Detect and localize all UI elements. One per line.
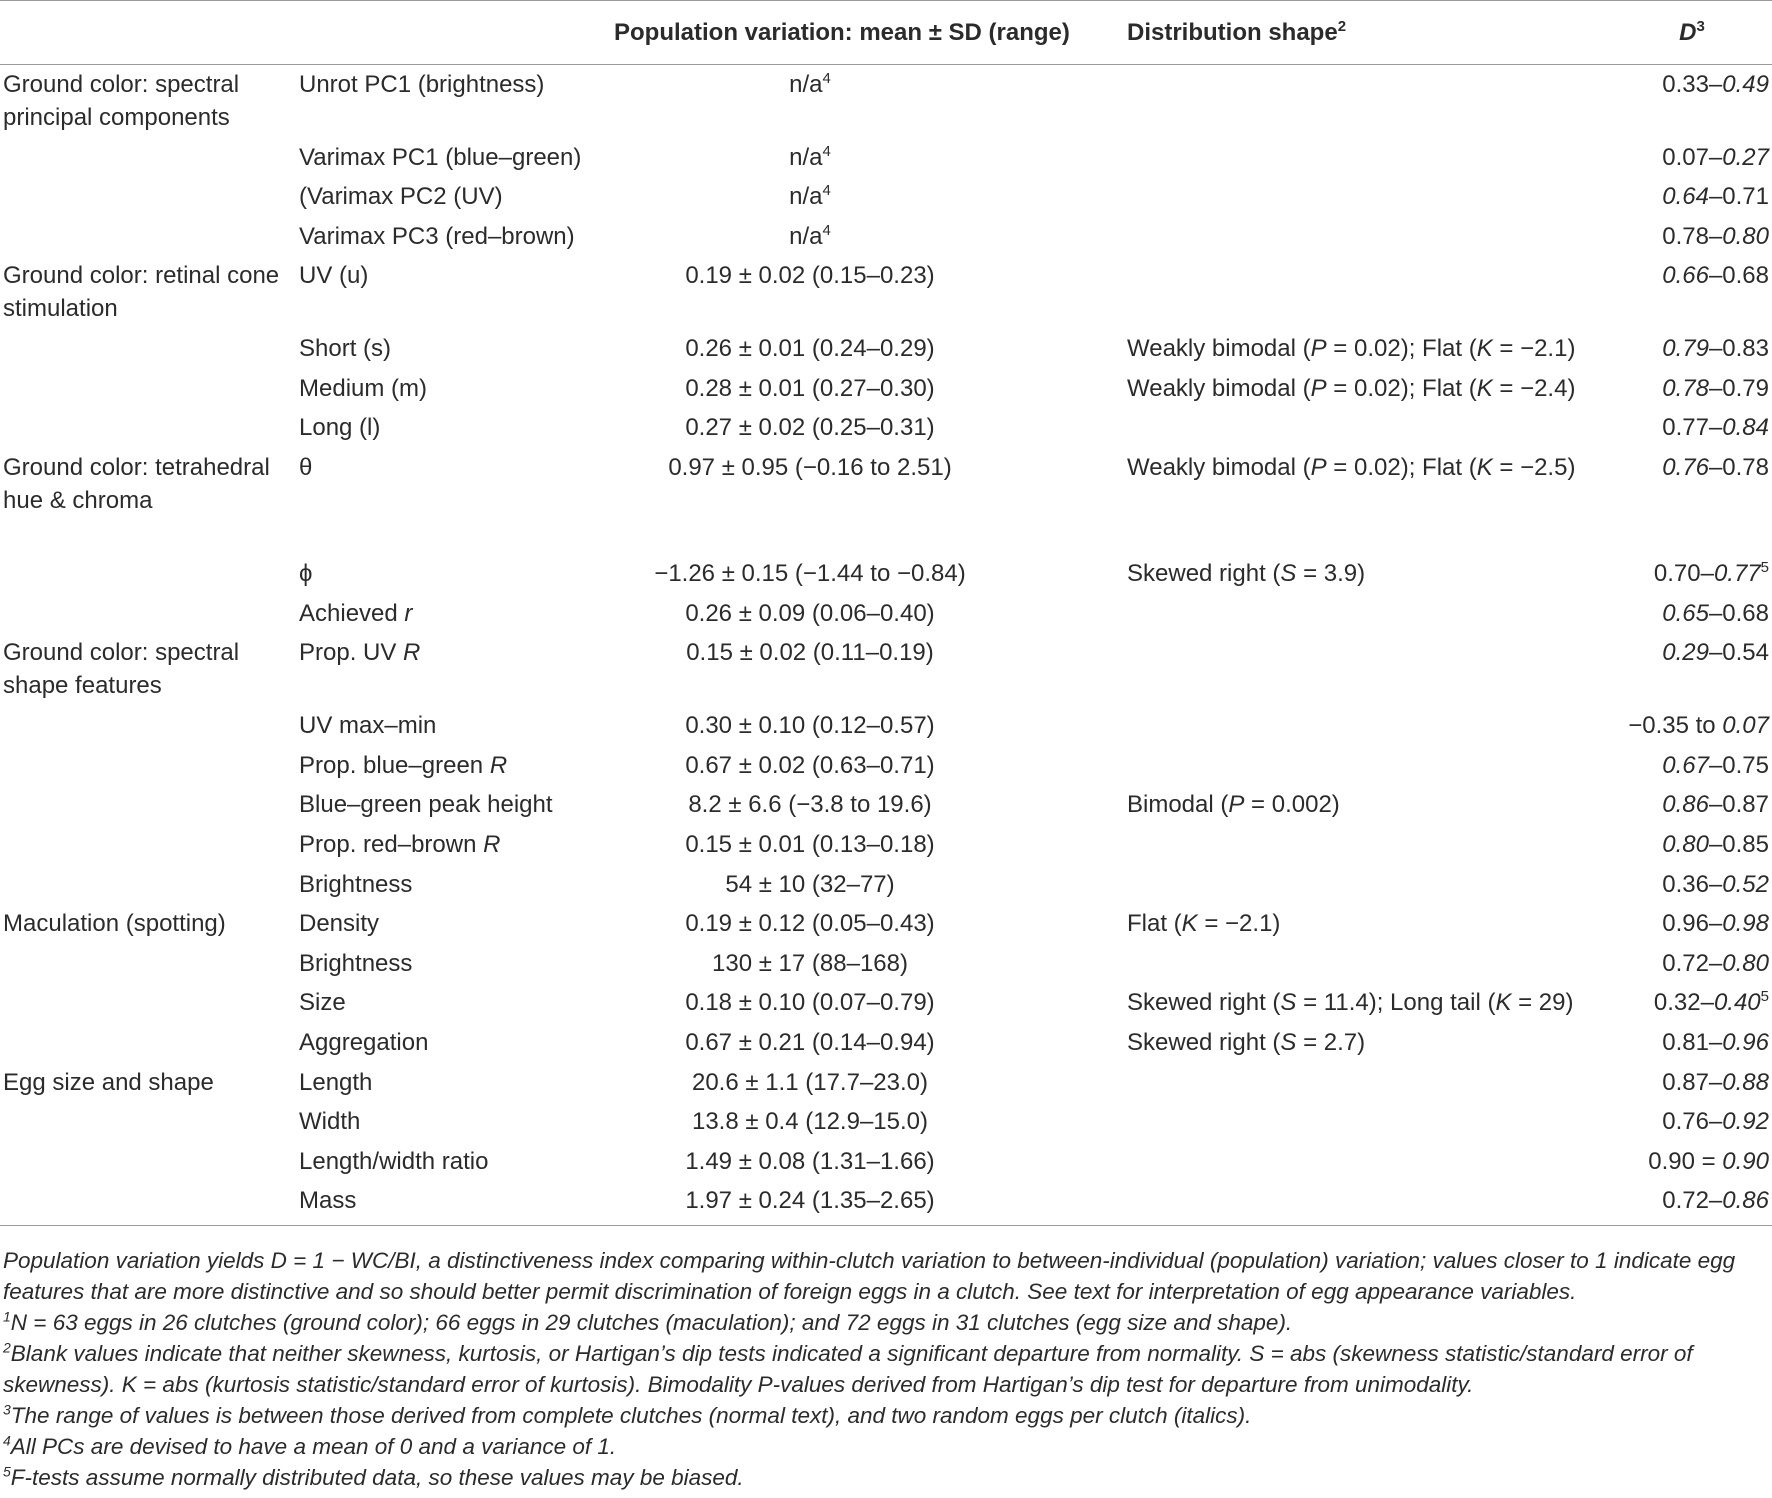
- table-row: [0, 633, 1772, 706]
- row-distribution: [1114, 706, 1612, 746]
- row-distribution: Flat (K = −2.1): [1127, 910, 1281, 938]
- row-variable: Brightness: [299, 870, 413, 898]
- table-row: [0, 904, 1772, 944]
- row-group: Ground color: tetrahedral hue & chroma: [3, 454, 270, 515]
- table-row: [0, 594, 1772, 634]
- row-variable: Varimax PC3 (red–brown): [299, 222, 575, 250]
- row-value: 0.67 ± 0.21 (0.14–0.94): [685, 1029, 935, 1056]
- header-group: [0, 1, 296, 65]
- row-variable: Long (l): [299, 414, 381, 442]
- row-distribution: [1114, 138, 1612, 178]
- row-distribution: Weakly bimodal (P = 0.02); Flat (K = −2.4): [1127, 374, 1576, 402]
- row-d: −0.35 to 0.07: [1628, 712, 1769, 740]
- row-distribution: [1114, 746, 1612, 786]
- table-row: [0, 554, 1772, 594]
- row-value: 0.67 ± 0.02 (0.63–0.71): [685, 751, 935, 779]
- row-variable: Brightness: [299, 949, 413, 977]
- row-value: 0.15 ± 0.01 (0.13–0.18): [685, 831, 935, 859]
- row-variable: UV max–min: [299, 712, 437, 740]
- row-d: 0.90 = 0.90: [1648, 1147, 1769, 1175]
- row-value: 54 ± 10 (32–77): [725, 870, 895, 898]
- row-group: Ground color: spectral shape features: [3, 639, 240, 700]
- row-variable: Varimax PC1 (blue–green): [299, 143, 582, 171]
- header-row: [0, 1, 1772, 65]
- row-distribution: [1114, 1102, 1612, 1142]
- row-d: 0.32–0.40$^5$: [1653, 988, 1769, 1017]
- row-variable: Length: [299, 1068, 373, 1096]
- table-row: [0, 217, 1772, 257]
- row-variable: Prop. red–brown R: [299, 831, 501, 859]
- row-variable: Achieved r: [299, 599, 413, 627]
- row-value: 13.8 ± 0.4 (12.9–15.0): [691, 1108, 928, 1136]
- row-variable: (Varimax PC2 (UV): [299, 183, 503, 211]
- row-value: $n/a^4$: [789, 221, 831, 250]
- row-distribution: Skewed right (S = 2.7): [1127, 1029, 1366, 1056]
- header-population-variation: Population variation: mean ± SD (range): [614, 1, 1114, 65]
- row-variable: Blue–green peak height: [299, 791, 553, 819]
- row-group: Maculation (spotting): [3, 910, 226, 938]
- row-distribution: [1114, 408, 1612, 448]
- table-row: [0, 1181, 1772, 1226]
- table-row: [0, 944, 1772, 984]
- row-variable: Unrot PC1 (brightness): [299, 71, 545, 98]
- row-d: 0.36–0.52: [1662, 870, 1769, 898]
- row-variable: Density: [299, 910, 380, 938]
- row-distribution: Bimodal (P = 0.002): [1127, 791, 1340, 819]
- table-row: [0, 65, 1772, 138]
- row-distribution: Skewed right (S = 11.4); Long tail (K = 29): [1127, 989, 1574, 1017]
- table-row: [0, 177, 1772, 217]
- row-variable: Length/width ratio: [299, 1147, 489, 1175]
- row-d: 0.80–0.85: [1662, 831, 1769, 859]
- row-distribution: Weakly bimodal (P = 0.02); Flat (K = −2.1): [1127, 335, 1576, 363]
- row-variable: Width: [299, 1108, 361, 1136]
- row-value: 0.97 ± 0.95 (−0.16 to 2.51): [668, 454, 952, 482]
- row-variable: Medium (m): [299, 374, 428, 402]
- footnote-2: $^2$Blank values indicate that neither skewness, kurtosis, or Hartigan’s dip tests indicated a significant departure from normality. S = abs (skewness statistic/standard error of skewness). K = abs (kurtosis statistic/standard error of kurtosis). Bimodality P-values derived from Hartigan’s dip test for departure from unimodality.: [3, 1339, 1693, 1397]
- row-distribution: [1114, 944, 1612, 984]
- row-variable: Short (s): [299, 335, 392, 363]
- row-d: 0.87–0.88: [1662, 1068, 1769, 1096]
- row-value: 0.19 ± 0.02 (0.15–0.23): [685, 262, 935, 290]
- row-d: 0.78–0.80: [1662, 222, 1769, 250]
- row-group: Ground color: retinal cone stimulation: [3, 262, 280, 323]
- row-group: Ground color: spectral principal components: [3, 71, 240, 131]
- header-variable: [296, 1, 614, 65]
- footnote-4: $^4$All PCs are devised to have a mean of 0 and a variance of 1.: [3, 1432, 617, 1459]
- row-value: 8.2 ± 6.6 (−3.8 to 19.6): [688, 791, 932, 819]
- table-row: [0, 408, 1772, 448]
- row-value: 20.6 ± 1.1 (17.7–23.0): [691, 1068, 928, 1096]
- row-d: 0.76–0.92: [1662, 1108, 1769, 1136]
- table-row: [0, 1102, 1772, 1142]
- table-row: [0, 1142, 1772, 1182]
- table-footnotes: [0, 1245, 1772, 1493]
- row-d: 0.65–0.68: [1662, 599, 1769, 627]
- footnote-intro: Population variation yields D = 1 − WC/BI, a distinctiveness index comparing within-clutch variation to between-individual (population) variation; values closer to 1 indicate egg features that are more distinctive and so should better permit discrimination of foreign eggs in a clutch. See text for interpretation of egg appearance variables.: [3, 1248, 1736, 1304]
- row-value: 0.15 ± 0.02 (0.11–0.19): [686, 639, 934, 667]
- table-row: [0, 329, 1772, 369]
- row-d: 0.86–0.87: [1662, 791, 1769, 819]
- table-row: [0, 369, 1772, 409]
- row-value: 1.49 ± 0.08 (1.31–1.66): [685, 1147, 935, 1175]
- row-value: 1.97 ± 0.24 (1.35–2.65): [614, 1181, 1114, 1226]
- footnote-5: $^5$F-tests assume normally distributed data, so these values may be biased.: [3, 1463, 744, 1490]
- row-distribution: [1114, 65, 1612, 138]
- row-value: $n/a^4$: [789, 70, 831, 98]
- row-value: 0.28 ± 0.01 (0.27–0.30): [685, 374, 935, 402]
- table-row: [0, 746, 1772, 786]
- table-row: [0, 865, 1772, 905]
- table-row: [0, 256, 1772, 329]
- row-variable: ϕ: [299, 560, 313, 588]
- row-value: $n/a^4$: [789, 182, 831, 211]
- row-variable: Size: [299, 989, 346, 1017]
- row-variable: Mass: [296, 1181, 614, 1226]
- table-row: [0, 983, 1772, 1023]
- header-d: $D^3$: [1612, 1, 1772, 65]
- row-value: 0.18 ± 0.10 (0.07–0.79): [685, 989, 935, 1017]
- table-row: [0, 825, 1772, 865]
- table-row: [0, 448, 1772, 554]
- table-row: [0, 138, 1772, 178]
- row-variable: UV (u): [299, 262, 369, 290]
- row-d: 0.66–0.68: [1662, 262, 1769, 290]
- table-row: [0, 1023, 1772, 1063]
- row-d: 0.79–0.83: [1662, 335, 1769, 363]
- row-distribution: [1114, 865, 1612, 905]
- row-value: 0.19 ± 0.12 (0.05–0.43): [685, 910, 935, 938]
- row-distribution: Skewed right (S = 3.9): [1127, 560, 1366, 588]
- row-d: 0.78–0.79: [1662, 374, 1769, 402]
- row-d: 0.76–0.78: [1662, 454, 1769, 482]
- row-d: 0.72–0.80: [1662, 949, 1769, 977]
- row-distribution: [1114, 594, 1612, 634]
- row-variable: Prop. blue–green R: [299, 751, 508, 779]
- row-distribution: [1114, 177, 1612, 217]
- row-d: 0.64–0.71: [1662, 183, 1769, 211]
- table-row: [0, 706, 1772, 746]
- header-distribution-shape: Distribution shape$^2$: [1114, 1, 1612, 65]
- row-distribution: Weakly bimodal (P = 0.02); Flat (K = −2.5): [1127, 454, 1576, 482]
- row-value: −1.26 ± 0.15 (−1.44 to −0.84): [654, 560, 966, 588]
- row-distribution: [1114, 256, 1612, 329]
- row-d: 0.29–0.54: [1662, 639, 1769, 667]
- row-variable: θ: [299, 454, 313, 482]
- row-d: 0.72–0.86: [1612, 1181, 1772, 1226]
- row-value: 0.26 ± 0.09 (0.06–0.40): [685, 599, 935, 627]
- footnote-1: $^1$N = 63 eggs in 26 clutches (ground color); 66 eggs in 29 clutches (maculation); and 72 eggs in 31 clutches (egg size and shape).: [3, 1308, 1293, 1335]
- row-d: 0.70–0.77$^5$: [1653, 559, 1769, 588]
- row-distribution: [1114, 825, 1612, 865]
- row-value: 0.26 ± 0.01 (0.24–0.29): [685, 335, 935, 363]
- row-variable: Aggregation: [299, 1029, 429, 1056]
- row-distribution: [1114, 217, 1612, 257]
- row-d: 0.33–0.49: [1662, 71, 1769, 98]
- row-distribution: [1114, 1063, 1612, 1103]
- row-distribution: [1114, 1181, 1612, 1226]
- row-distribution: [1114, 633, 1612, 706]
- row-d: 0.77–0.84: [1662, 414, 1769, 442]
- row-d: 0.96–0.98: [1662, 910, 1769, 938]
- row-value: 0.30 ± 0.10 (0.12–0.57): [685, 712, 935, 740]
- row-value: $n/a^4$: [789, 142, 831, 171]
- table-row: [0, 785, 1772, 825]
- row-d: 0.67–0.75: [1662, 751, 1769, 779]
- row-d: 0.81–0.96: [1662, 1029, 1769, 1056]
- row-value: 0.27 ± 0.02 (0.25–0.31): [685, 414, 935, 442]
- row-d: 0.07–0.27: [1662, 143, 1769, 171]
- footnote-3: $^3$The range of values is between those derived from complete clutches (normal text), and two random eggs per clutch (italics).: [3, 1401, 1252, 1428]
- row-variable: Prop. UV R: [299, 639, 421, 667]
- row-value: 130 ± 17 (88–168): [712, 949, 908, 977]
- table-row: [0, 1063, 1772, 1103]
- row-group: Egg size and shape: [3, 1068, 214, 1096]
- row-distribution: [1114, 1142, 1612, 1182]
